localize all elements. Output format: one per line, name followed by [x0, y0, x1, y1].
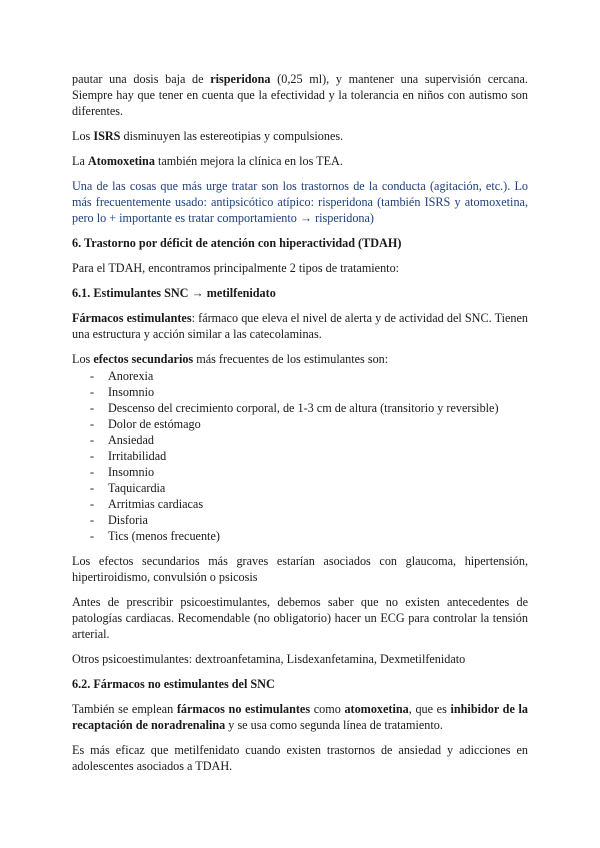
paragraph-antes-prescribir: Antes de prescribir psicoestimulantes, debemos saber que no existen antecedentes de patologías cardiacas. Recomendable (no obligatorio) hacer un ECG para controlar la tensión arterial.: [72, 595, 528, 641]
bold-term: inhibidor de la recaptación de noradrenalina: [72, 702, 528, 732]
text: Los: [72, 352, 94, 366]
list-item: - Irritabilidad: [72, 448, 528, 464]
text: La: [72, 154, 88, 168]
document-body: [72, 71, 528, 783]
heading-tdah: 6. Trastorno por déficit de atención con hiperactividad (TDAH): [72, 236, 402, 250]
list-item: - Dolor de estómago: [72, 416, 528, 432]
bold-term: Atomoxetina: [87, 154, 155, 168]
heading-no-estimulantes: 6.2. Fármacos no estimulantes del SNC: [72, 677, 275, 691]
text: más frecuentes de los estimulantes son:: [193, 352, 389, 366]
paragraph-efectos-graves: Los efectos secundarios más graves estarían asociados con glaucoma, hipertensión, hipertiroidismo, convulsión o psicosis: [72, 554, 528, 584]
heading-estimulantes: 6.1. Estimulantes SNC → metilfenidato: [72, 286, 276, 300]
text: también mejora la clínica en los TEA.: [154, 154, 343, 168]
note-paragraph: Una de las cosas que más urge tratar son los trastornos de la conducta (agitación, etc.). Lo más frecuentemente usado: antipsicótico atípico: risperidona (también ISRS y atomoxetina, pero lo + importante es tratar comportamiento → risperidona): [72, 179, 528, 225]
bold-term: Fármacos estimulantes: [72, 311, 192, 325]
bold-term: efectos secundarios: [93, 352, 194, 366]
list-item: - Ansiedad: [72, 432, 528, 448]
list-item: - Insomnio: [72, 464, 528, 480]
side-effects-list: [72, 368, 528, 544]
bold-term: fármacos no estimulantes: [176, 702, 311, 716]
list-item: - Disforia: [72, 512, 528, 528]
paragraph-atomoxetina: [72, 153, 528, 169]
text: : fármaco que eleva el nivel de alerta y de actividad del SNC. Tienen una estructura y acción similar a las catecolaminas.: [72, 311, 529, 341]
paragraph-farmacos-estimulantes: [72, 310, 528, 342]
list-item: - Arritmias cardiacas: [72, 496, 528, 512]
paragraph-efectos: [72, 351, 528, 367]
text: pautar una dosis baja de: [72, 72, 211, 86]
paragraph-isrs: [72, 128, 528, 144]
bold-term: atomoxetina: [344, 702, 409, 716]
list-item: - Tics (menos frecuente): [72, 528, 528, 544]
text: y se usa como segunda línea de tratamiento.: [225, 718, 443, 732]
paragraph-risperidona: [72, 71, 528, 119]
bold-term: ISRS: [93, 129, 121, 143]
text: También se emplean: [72, 702, 177, 716]
text: , que es: [408, 702, 451, 716]
list-item: - Taquicardia: [72, 480, 528, 496]
bold-term: risperidona: [210, 72, 271, 86]
text: (0,25 ml), y mantener una supervisión cercana. Siempre hay que tener en cuenta que la efectividad y la tolerancia en niños con autismo son diferentes.: [72, 72, 528, 118]
text: disminuyen las estereotipias y compulsiones.: [120, 129, 344, 143]
text: como: [310, 702, 345, 716]
paragraph-no-estimulantes: [72, 701, 528, 733]
text: Los: [72, 129, 94, 143]
list-item: - Insomnio: [72, 384, 528, 400]
list-item: - Descenso del crecimiento corporal, de 1-3 cm de altura (transitorio y reversible): [72, 400, 528, 416]
paragraph-mas-eficaz: Es más eficaz que metilfenidato cuando existen trastornos de ansiedad y adicciones en adolescentes asociados a TDAH.: [72, 743, 528, 773]
paragraph-tdah-intro: Para el TDAH, encontramos principalmente 2 tipos de tratamiento:: [72, 261, 400, 275]
list-item: - Anorexia: [72, 368, 528, 384]
paragraph-otros-psicoestimulantes: Otros psicoestimulantes: dextroanfetamina, Lisdexanfetamina, Dexmetilfenidato: [72, 652, 466, 666]
